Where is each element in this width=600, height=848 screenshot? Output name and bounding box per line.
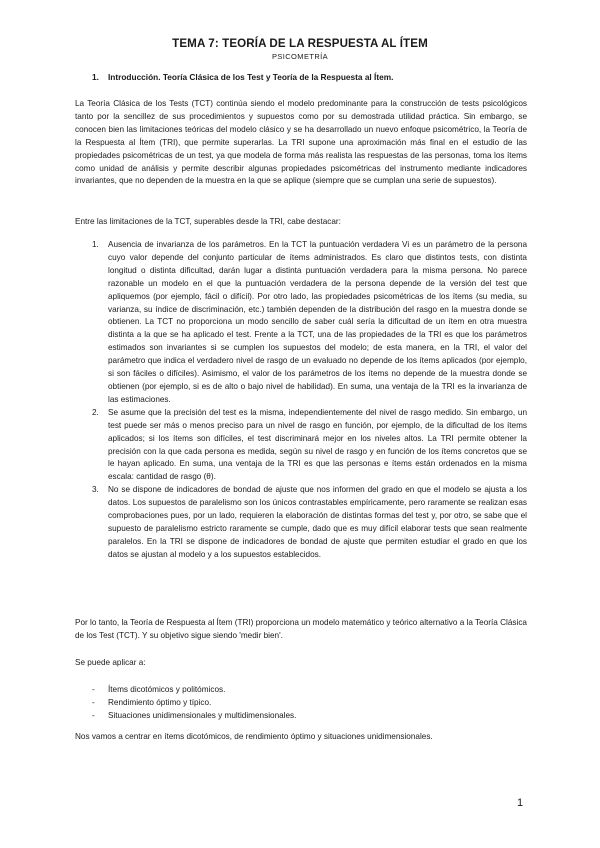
- applications-intro: Se puede aplicar a:: [75, 658, 146, 667]
- limitations-list: [75, 239, 527, 562]
- page-number: 1: [517, 797, 524, 809]
- closing-paragraph: Nos vamos a centrar en ítems dicotómicos, de rendimiento óptimo y situaciones unidimensionales.: [75, 732, 433, 741]
- conclusion-paragraph: Por lo tanto, la Teoría de Respuesta al Ítem (TRI) proporciona un modelo matemático y teórico alternativo a la Teoría Clásica de los Test (TCT). Y su objetivo sigue siendo 'medir bien'.: [75, 618, 527, 640]
- document-subtitle: PSICOMETRÍA: [271, 52, 329, 61]
- limitation-number: 1.: [92, 240, 99, 249]
- document-title: TEMA 7: TEORÍA DE LA RESPUESTA AL ÍTEM: [172, 37, 428, 50]
- bullet-dash: -: [92, 711, 95, 720]
- bullet-dash: -: [92, 698, 95, 707]
- application-text: Rendimiento óptimo y típico.: [108, 698, 212, 707]
- limitation-number: 2.: [92, 407, 99, 417]
- section-heading: [92, 72, 393, 82]
- application-item: [75, 683, 527, 696]
- section-heading-text: Introducción. Teoría Clásica de los Test y Teoría de la Respuesta al Ítem.: [108, 72, 394, 82]
- application-item: [75, 709, 527, 722]
- limitation-item: [75, 484, 527, 561]
- limitation-text: No se dispone de indicadores de bondad de ajuste que nos informen del grado en que el modelo se ajusta a los datos. Los supuestos de paralelismo son los únicos contrastables empíricamente, pero raramente se realizan esas comprobaciones pues, por un lado, requieren la elaboración de distintas formas del test y, por otro, se sabe que el supuesto de paralelismo estricto raramente se cumple, dado que es muy difícil elaborar tests que sean realmente paralelos. En la TRI se dispone de indicadores de bondad de ajuste que permiten estudiar el grado en que los datos se ajustan al modelo y a los supuestos establecidos.: [108, 485, 527, 559]
- limitation-item: [75, 407, 527, 484]
- bullet-dash: -: [92, 685, 95, 694]
- limitation-text: Se asume que la precisión del test es la misma, independientemente del nivel de rasgo medido. Sin embargo, un test puede ser más o menos preciso para un nivel de rasgo en función, por ejemplo, de la dificultad de los ítems aplicados; si los ítems son difíciles, el test discriminará mejor en los niveles altos. La TRI permite obtener la precisión con la que cada persona es medida, según su nivel de rasgo y en función de los ítems concretos que se le hayan aplicado. En suma, una ventaja de la TRI es que las personas e ítems están ordenados en la misma escala: cantidad de rasgo (θ).: [108, 407, 527, 482]
- section-number: 1.: [92, 72, 99, 82]
- application-text: Ítems dicotómicos y politómicos.: [108, 685, 226, 694]
- application-text: Situaciones unidimensionales y multidimensionales.: [108, 711, 297, 720]
- limitations-intro: Entre las limitaciones de la TCT, superables desde la TRI, cabe destacar:: [75, 217, 341, 226]
- intro-paragraph: La Teoría Clásica de los Tests (TCT) continúa siendo el modelo predominante para la construcción de tests psicológicos tanto por la sencillez de sus procedimientos y supuestos como por su demostrada utilidad práctica. Sin embargo, se conocen bien las limitaciones teóricas del modelo clásico y se ha desarrollado un nuevo enfoque psicométrico, la Teoría de la Respuesta al Ítem (TRI), que permite superarlas. La TRI supone una aproximación más final en el estudio de las propiedades psicométricas de un test, ya que modela de forma más realista las respuestas de las personas, toma los ítems como unidad de análisis y permite describir algunas propiedades psicométricas del instrumento mediante indicadores invariantes, que no dependen de la muestra en la que se aplique (siempre que se cumplan una serie de supuestos).: [75, 99, 527, 186]
- limitation-number: 3.: [92, 485, 99, 495]
- limitation-text: Ausencia de invarianza de los parámetros. En la TCT la puntuación verdadera Vi es un parámetro de la persona cuyo valor depende del conjunto particular de ítems administrados. Es claro que distintos tests, con distinta longitud o distinta dificultad, darán lugar a distinta puntuación verdadera para la misma persona. No parece razonable un modelo en el que la puntuación verdadera de la persona depende de la versión del test que apliquemos (por ejemplo, fácil o difícil). Por otro lado, las propiedades psicométricas de los ítems (su media, su varianza, su índice de discriminación, etc.) también dependen de la distribución del rasgo en la muestra donde se obtienen. La TCT no proporciona un modo sencillo de saber cuál sería la dificultad de un ítem en otra muestra distinta a la que se ha aplicado el test. Frente a la TCT, una de las propiedades de la TRI es que los parámetros estimados son invariantes si se cumplen los supuestos del modelo; de esta manera, en la TRI, el valor del parámetro que indica el verdadero nivel de rasgo de un evaluado no depende de los ítems aplicados (por ejemplo, si son fáciles o difíciles). Asimismo, el valor de los parámetros de los ítems no depende de la muestra donde se obtienen (por ejemplo, si es de alto o bajo nivel de habilidad). En suma, una ventaja de la TRI es la invarianza de las estimaciones.: [108, 240, 527, 404]
- application-item: [75, 696, 527, 709]
- limitation-item: [75, 239, 527, 407]
- applications-list: [75, 683, 527, 722]
